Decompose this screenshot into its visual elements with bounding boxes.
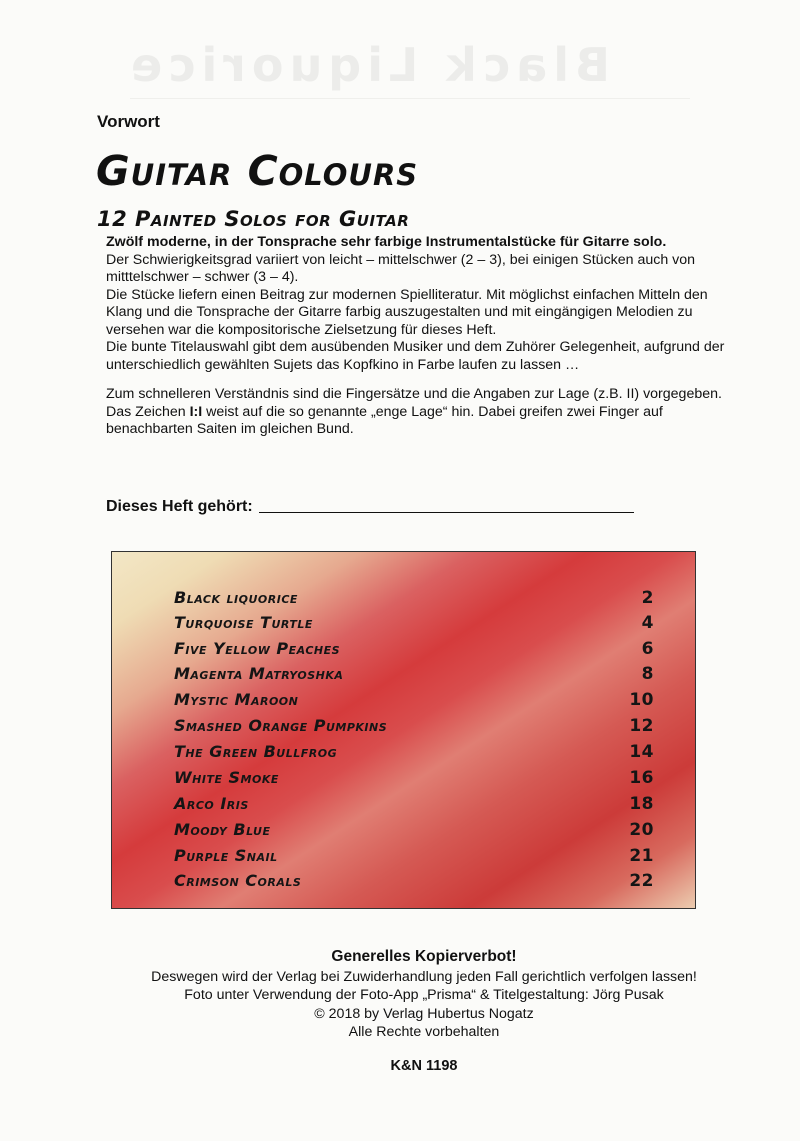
title-selection-paragraph: Die bunte Titelauswahl gibt dem ausübenden Musiker und dem Zuhörer Gelegenheit, aufgrund der unterschiedlich gewählten Sujets das Kopfkino in Farbe laufen zu lassen … [106, 339, 725, 373]
toc-entry [174, 768, 654, 790]
rights-line: Alle Rechte vorbehalten [348, 1024, 500, 1040]
toc-title: Arco Iris [174, 794, 249, 813]
photo-credit-line: Foto unter Verwendung der Foto-App „Prisma“ & Titelgestaltung: Jörg Pusak [184, 987, 664, 1003]
toc-title: Turquoise Turtle [174, 613, 313, 632]
watermark-rule [130, 98, 690, 99]
literature-paragraph: Die Stücke liefern einen Beitrag zur modernen Spielliteratur. Mit möglichst einfachen Mitteln den Klang und die Tonsprache der Gitarre farbig auszugestalten und mit eingängigen Melodien zu versehen war die kompositorische Zielsetzung für dieses Heft. [106, 286, 708, 338]
page-subtitle: 12 Painted Solos for Guitar [97, 207, 410, 231]
toc-title: Smashed Orange Pumpkins [174, 716, 388, 735]
toc-entry [174, 716, 654, 738]
toc-entry [174, 664, 654, 686]
toc-title: Mystic Maroon [174, 690, 299, 709]
toc-page: 12 [629, 716, 654, 736]
toc-entry [174, 639, 654, 661]
toc-page: 14 [629, 742, 654, 762]
toc-title: Crimson Corals [174, 871, 302, 890]
owner-field [106, 494, 634, 516]
toc-page: 16 [629, 768, 654, 788]
preface-text [106, 234, 726, 439]
toc-page: 20 [629, 820, 654, 840]
toc-page: 22 [629, 871, 654, 891]
toc-title: Magenta Matryoshka [174, 664, 344, 683]
toc-page: 10 [629, 690, 654, 710]
footer-notice [0, 948, 800, 1042]
narrow-position-symbol: I:I [189, 403, 203, 420]
toc-title: Black liquorice [174, 588, 298, 607]
section-heading: Vorwort [97, 112, 160, 131]
legal-line: Deswegen wird der Verlag bei Zuwiderhandlung jeden Fall gerichtlich verfolgen lassen! [151, 968, 697, 985]
toc-entry [174, 846, 654, 868]
toc-page: 21 [629, 846, 654, 866]
owner-label: Dieses Heft gehört: [106, 498, 253, 515]
toc-entry [174, 613, 654, 635]
toc-entry [174, 690, 654, 712]
watermark-text: Black Liquorice [124, 38, 610, 92]
toc-entry [174, 794, 654, 816]
owner-signature-line [259, 512, 634, 513]
toc-title: Five Yellow Peaches [174, 639, 341, 658]
toc-page: 6 [641, 639, 654, 659]
toc-page: 8 [641, 664, 654, 684]
table-of-contents [111, 551, 696, 909]
toc-entry [174, 820, 654, 842]
toc-page: 18 [629, 794, 654, 814]
fingering-text-before: Zum schnelleren Verständnis sind die Fingersätze und die Angaben zur Lage (z.B. II) vorgegeben. Das Zeichen [106, 386, 722, 420]
page-title: Guitar Colours [96, 147, 419, 195]
toc-page: 2 [641, 588, 654, 608]
copyright-line: © 2018 by Verlag Hubertus Nogatz [314, 1005, 534, 1022]
difficulty-paragraph: Der Schwierigkeitsgrad variiert von leicht – mittelschwer (2 – 3), bei einigen Stücken auch von mitttelschwer – schwer (3 – 4). [106, 251, 696, 285]
intro-lead: Zwölf moderne, in der Tonsprache sehr farbige Instrumentalstücke für Gitarre solo. [106, 234, 667, 250]
toc-page: 4 [641, 613, 654, 633]
toc-entry [174, 588, 654, 610]
toc-title: Moody Blue [174, 820, 271, 839]
copy-ban-heading: Generelles Kopierverbot! [331, 948, 517, 965]
toc-entry [174, 871, 654, 893]
catalog-code: K&N 1198 [390, 1058, 458, 1074]
fingering-text-after: weist auf die so genannte „enge Lage“ hin. Dabei greifen zwei Finger auf benachbarten Saiten im gleichen Bund. [106, 403, 663, 437]
fingering-paragraph [106, 386, 726, 439]
toc-entry [174, 742, 654, 764]
toc-title: Purple Snail [174, 846, 278, 865]
toc-title: The Green Bullfrog [174, 742, 338, 761]
toc-title: White Smoke [174, 768, 279, 787]
